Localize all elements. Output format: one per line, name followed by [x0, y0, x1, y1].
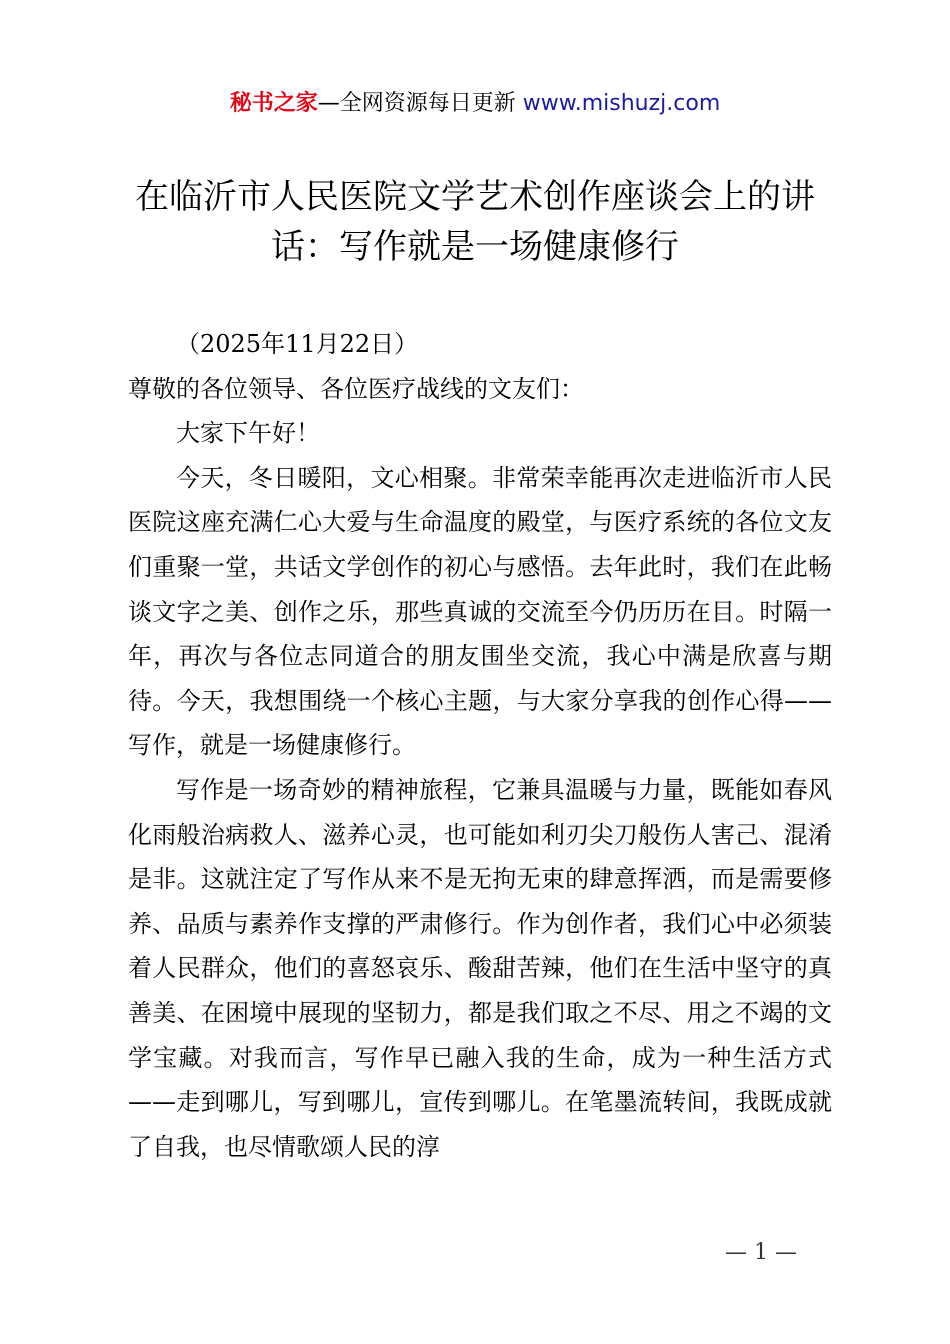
site-url-link[interactable]: www.mishuzj.com: [522, 91, 721, 116]
greeting: 大家下午好！: [176, 419, 320, 448]
document-title: 在临沂市人民医院文学艺术创作座谈会上的讲话：写作就是一场健康修行: [135, 177, 815, 267]
document-body: [128, 322, 832, 1169]
body-paragraph: 今天，冬日暖阳，文心相聚。非常荣幸能再次走进临沂市人民医院这座充满仁心大爱与生命温度的殿堂，与医疗系统的各位文友们重聚一堂，共话文学创作的初心与感悟。去年此时，我们在此畅谈文字之美、创作之乐，那些真诚的交流至今仍历历在目。时隔一年，再次与各位志同道合的朋友围坐交流，我心中满是欣喜与期待。今天，我想围绕一个核心主题，与大家分享我的创作心得——写作，就是一场健康修行。: [128, 463, 832, 760]
page-number: — 1 —: [725, 1240, 797, 1265]
salutation: 尊敬的各位领导、各位医疗战线的文友们：: [128, 374, 584, 403]
body-paragraph: 写作是一场奇妙的精神旅程，它兼具温暖与力量，既能如春风化雨般治病救人、滋养心灵，也可能如利刃尖刀般伤人害己、混淆是非。这就注定了写作从来不是无拘无束的肆意挥洒，而是需要修养、品质与素养作支撑的严肃修行。作为创作者，我们心中必须装着人民群众，他们的喜怒哀乐、酸甜苦辣，他们在生活中坚守的真善美、在困境中展现的坚韧力，都是我们取之不尽、用之不竭的文学宝藏。对我而言，写作早已融入我的生命，成为一种生活方式——走到哪儿，写到哪儿，宣传到哪儿。在笔墨流转间，我既成就了自我，也尽情歌颂人民的淳: [128, 775, 832, 1161]
site-header: [0, 88, 950, 120]
brand-name: 秘书之家: [229, 91, 318, 116]
speech-date: （2025年11月22日）: [176, 330, 419, 358]
header-tagline: —全网资源每日更新: [317, 91, 516, 116]
